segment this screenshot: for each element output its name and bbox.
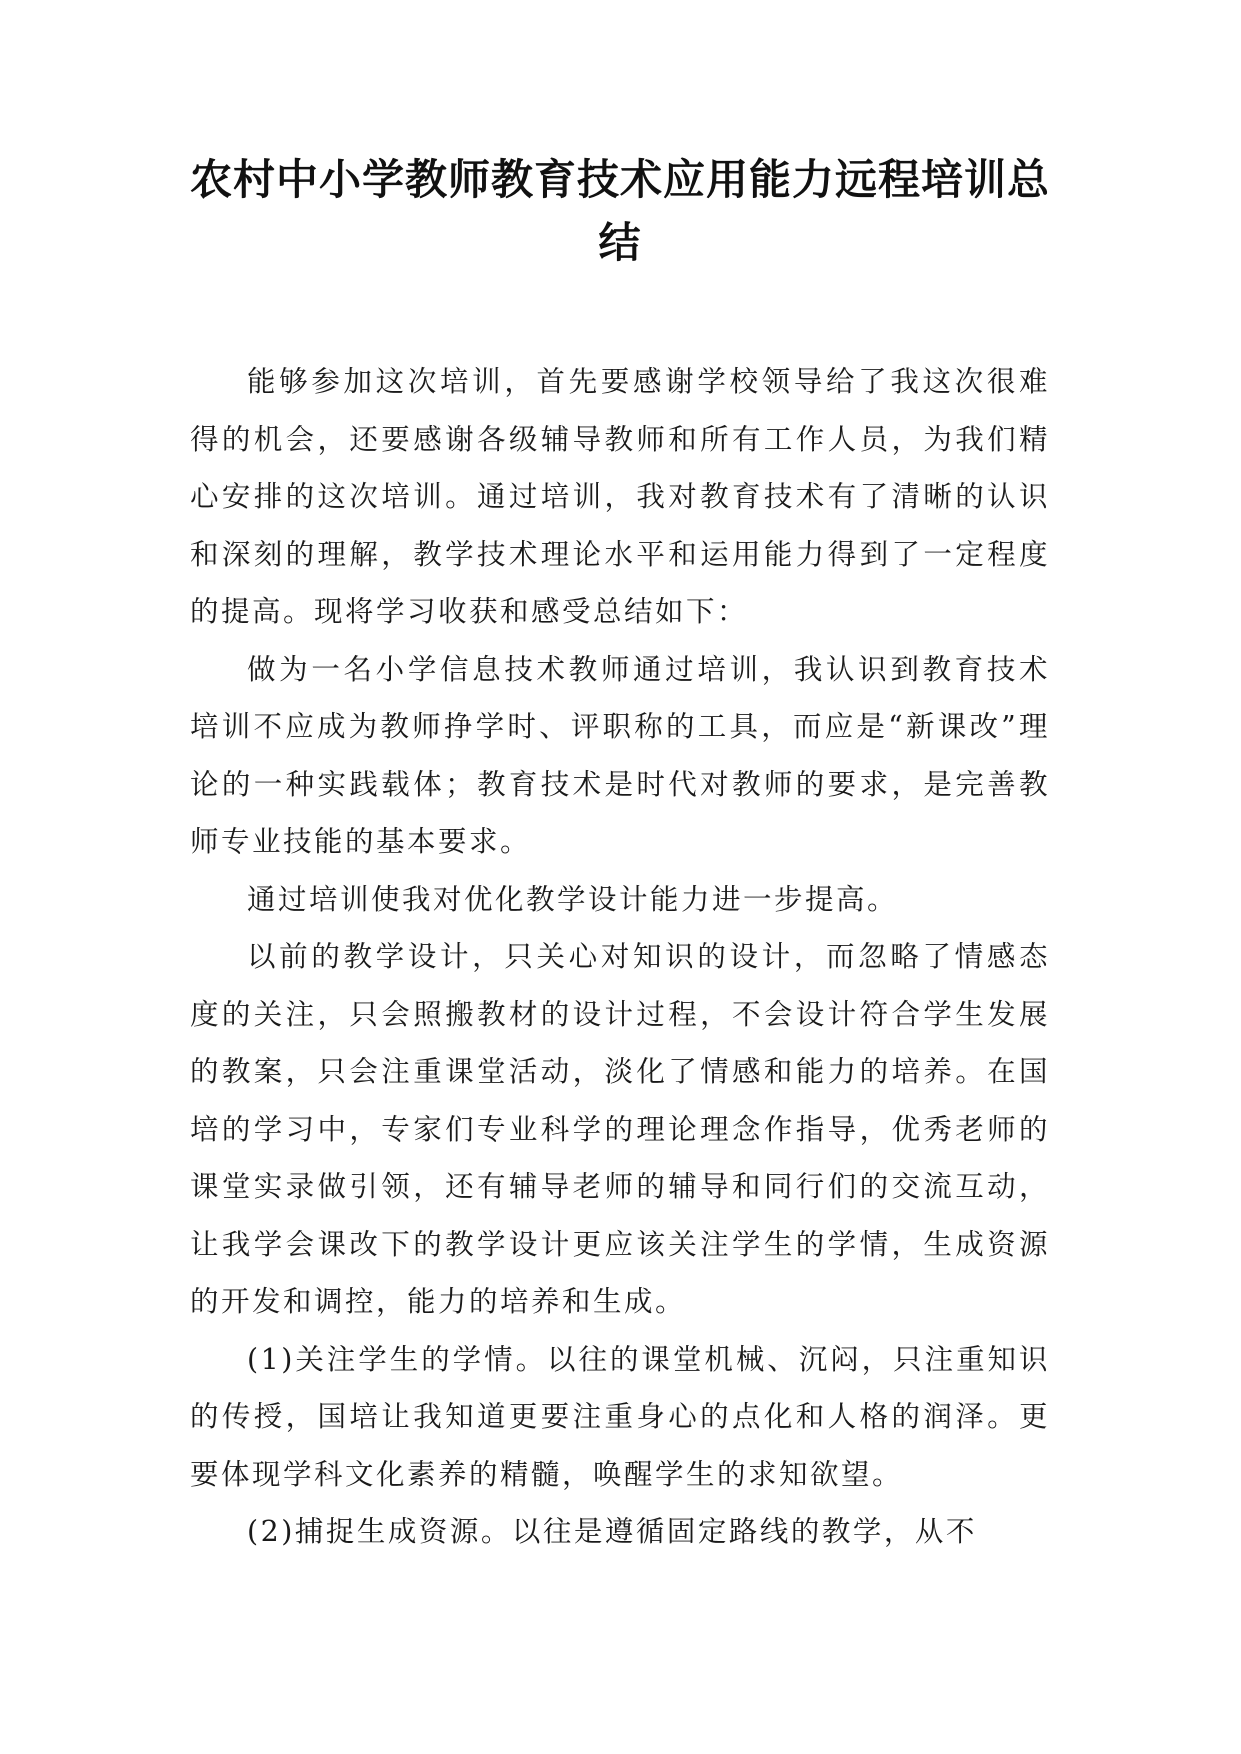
paragraph-design-improvement: 通过培训使我对优化教学设计能力进一步提高。 [247,882,899,916]
paragraph-point-2: (2)捕捉生成资源。以往是遵循固定路线的教学，从不 [247,1515,977,1548]
paragraph-role: 做为一名小学信息技术教师通过培训，我认识到教育技术培训不应成为教师挣学时、评职称的工具，而应是“新课改”理论的一种实践载体；教育技术是时代对教师的要求，是完善教师专业技能的基本要求。 [190,652,1050,858]
paragraph-previous-design: 以前的教学设计，只关心对知识的设计，而忽略了情感态度的关注，只会照搬教材的设计过程，不会设计符合学生发展的教案，只会注重课堂活动，淡化了情感和能力的培养。在国培的学习中，专家们专业科学的理论理念作指导，优秀老师的课堂实录做引领，还有辅导老师的辅导和同行们的交流互动，让我学会课改下的教学设计更应该关注学生的学情，生成资源的开发和调控，能力的培养和生成。 [190,940,1050,1318]
paragraph-intro: 能够参加这次培训，首先要感谢学校领导给了我这次很难得的机会，还要感谢各级辅导教师和所有工作人员，为我们精心安排的这次培训。通过培训，我对教育技术有了清晰的认识和深刻的理解，教学技术理论水平和运用能力得到了一定程度的提高。现将学习收获和感受总结如下： [190,365,1050,628]
document-body [190,353,1050,1561]
paragraph-point-1: (1)关注学生的学情。以往的课堂机械、沉闷，只注重知识的传授，国培让我知道更要注重身心的点化和人格的润泽。更要体现学科文化素养的精髓，唤醒学生的求知欲望。 [190,1342,1050,1491]
document-title: 农村中小学教师教育技术应用能力远程培训总结 [189,155,1050,267]
